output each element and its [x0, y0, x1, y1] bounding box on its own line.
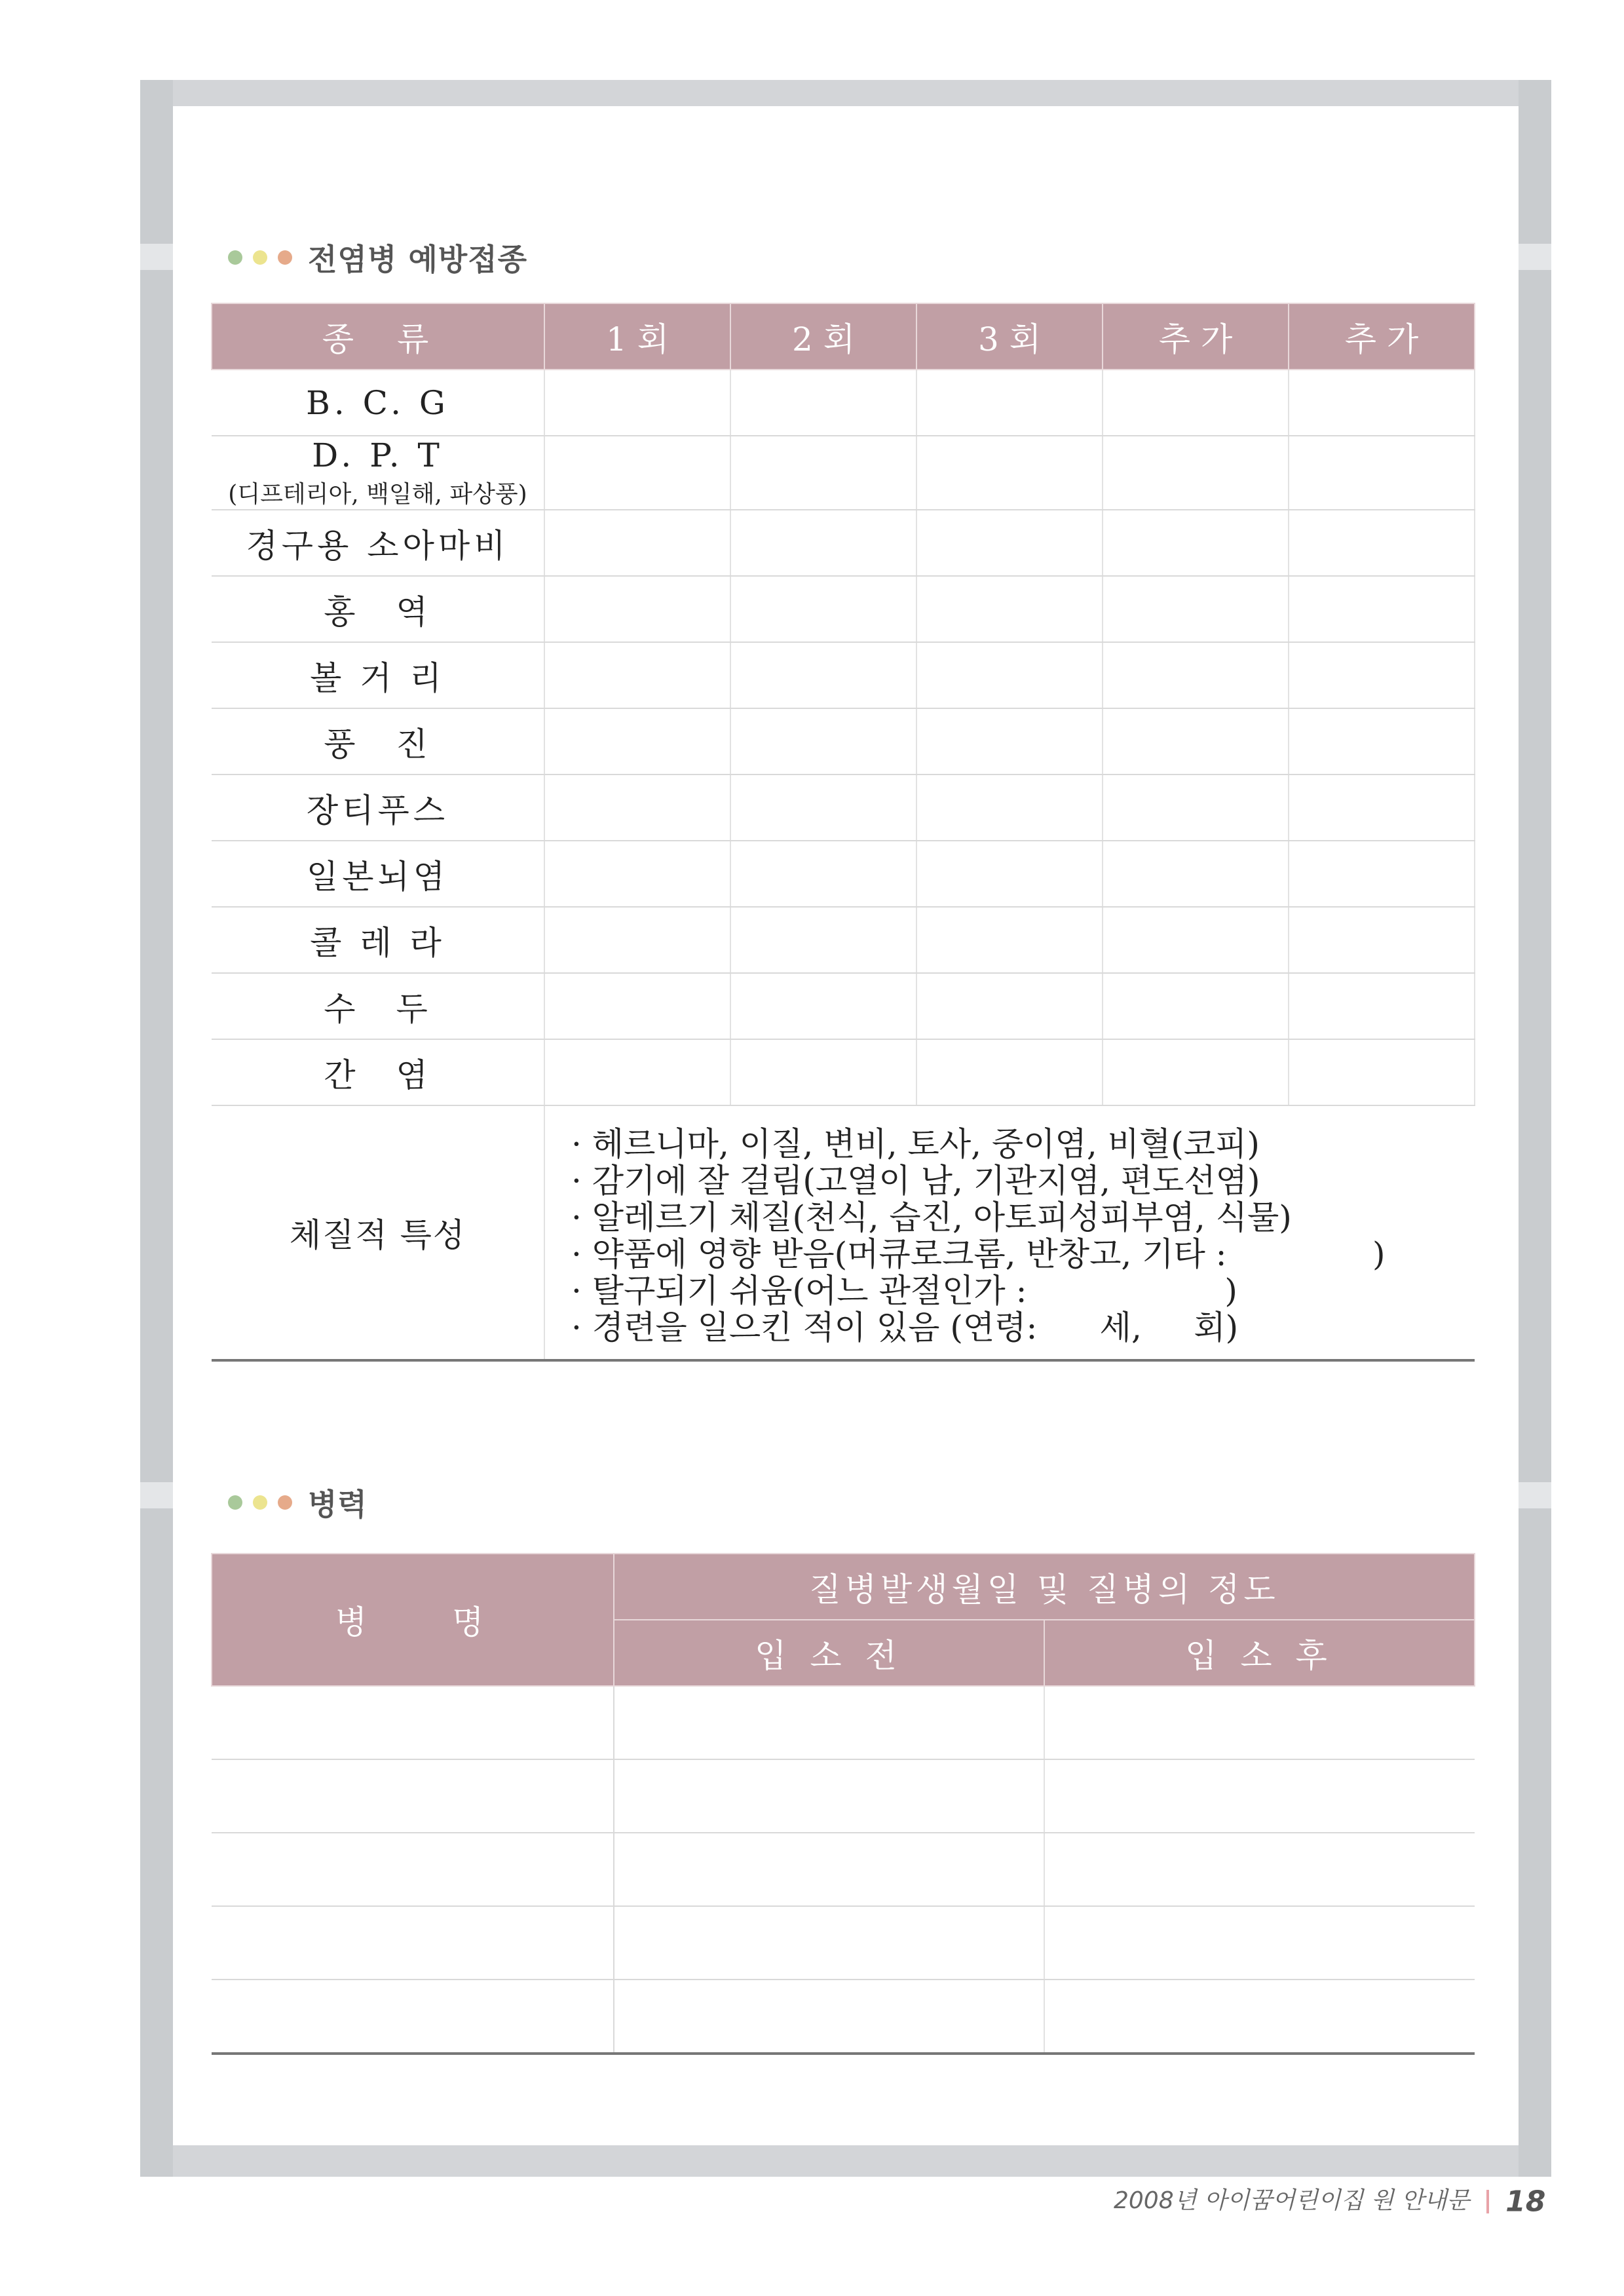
yellow-dot-icon — [253, 250, 267, 265]
vaccine-row — [212, 370, 1475, 436]
disease-name-cell[interactable] — [212, 1686, 614, 1759]
orange-dot-icon — [278, 250, 292, 265]
vaccine-name — [212, 841, 544, 907]
history-row — [212, 1759, 1475, 1833]
frame-tick — [1519, 1482, 1551, 1508]
characteristic-item[interactable]: · 경련을 일으킨 적이 있음 (연령: 세, 회) — [571, 1309, 1239, 1347]
characteristic-item[interactable]: · 약품에 영향 받음(머큐로크롬, 반창고, 기타 : ) — [571, 1235, 1386, 1273]
header-dose-1: 1 회 — [544, 303, 730, 370]
dose-cell[interactable] — [1103, 1039, 1289, 1105]
after-admission-cell[interactable] — [1044, 1980, 1475, 2054]
dose-cell[interactable] — [916, 841, 1103, 907]
vaccine-name-text: B. C. G — [306, 383, 449, 422]
disease-name-cell[interactable] — [212, 1759, 614, 1833]
vaccine-name-text: 장티푸스 — [306, 791, 449, 830]
history-section-title — [228, 1481, 368, 1524]
vaccine-name — [212, 510, 544, 576]
disease-name-cell[interactable] — [212, 1980, 614, 2054]
dose-cell[interactable] — [1103, 370, 1289, 436]
characteristic-item[interactable]: · 감기에 잘 걸림(고열이 남, 기관지염, 편도선염) — [571, 1162, 1260, 1200]
history-table — [211, 1553, 1475, 2055]
footer-text: 2008년 아이꿈어린이집 원 안내문 — [1114, 2187, 1470, 2214]
disease-name-cell[interactable] — [212, 1906, 614, 1980]
header-before-admission: 입 소 전 — [614, 1620, 1044, 1686]
header-dose-3: 3 회 — [916, 303, 1103, 370]
green-dot-icon — [228, 1495, 242, 1510]
vaccine-row — [212, 1039, 1475, 1105]
dose-cell[interactable] — [1289, 370, 1475, 436]
history-row — [212, 1833, 1475, 1906]
dose-cell[interactable] — [544, 370, 730, 436]
dose-cell[interactable] — [1103, 708, 1289, 775]
vaccine-row — [212, 436, 1475, 510]
frame-tick — [140, 1482, 173, 1508]
vaccine-name — [212, 576, 544, 642]
dose-cell[interactable] — [916, 708, 1103, 775]
after-admission-cell[interactable] — [1044, 1906, 1475, 1980]
vaccine-name — [212, 436, 544, 510]
vaccination-section-title — [228, 236, 527, 279]
dose-cell[interactable] — [1103, 973, 1289, 1039]
dose-cell[interactable] — [544, 1039, 730, 1105]
after-admission-cell[interactable] — [1044, 1833, 1475, 1906]
dose-cell[interactable] — [544, 708, 730, 775]
dose-cell[interactable] — [730, 576, 916, 642]
vaccine-name-text: 홍 역 — [324, 592, 432, 631]
header-type: 종 류 — [212, 303, 544, 370]
frame-tick — [1519, 244, 1551, 270]
dose-cell[interactable] — [730, 775, 916, 841]
vaccine-name — [212, 775, 544, 841]
before-admission-cell[interactable] — [614, 1980, 1044, 2054]
vaccine-row — [212, 973, 1475, 1039]
vaccine-name — [212, 370, 544, 436]
frame-edge-left — [140, 80, 173, 2177]
dose-cell[interactable] — [1103, 775, 1289, 841]
vaccine-row — [212, 642, 1475, 708]
green-dot-icon — [228, 250, 242, 265]
dose-cell[interactable] — [1103, 642, 1289, 708]
after-admission-cell[interactable] — [1044, 1686, 1475, 1759]
dose-cell[interactable] — [544, 642, 730, 708]
vaccine-name-text: 경구용 소아마비 — [246, 526, 510, 565]
history-row — [212, 1980, 1475, 2054]
dose-cell[interactable] — [916, 973, 1103, 1039]
dose-cell[interactable] — [1103, 907, 1289, 973]
characteristic-item[interactable]: · 알레르기 체질(천식, 습진, 아토피성피부염, 식물) — [571, 1198, 1292, 1236]
dose-cell[interactable] — [730, 510, 916, 576]
dose-cell[interactable] — [544, 973, 730, 1039]
header-disease-name: 병 명 — [212, 1554, 614, 1686]
dose-cell[interactable] — [730, 841, 916, 907]
vaccine-row — [212, 907, 1475, 973]
dose-cell[interactable] — [1289, 907, 1475, 973]
vaccine-row — [212, 775, 1475, 841]
vaccine-name-text: D. P. T — [312, 436, 444, 474]
dose-cell[interactable] — [730, 436, 916, 510]
vaccine-row — [212, 576, 1475, 642]
dose-cell[interactable] — [544, 841, 730, 907]
history-row — [212, 1906, 1475, 1980]
vaccination-header-row — [212, 303, 1475, 370]
dose-cell[interactable] — [544, 576, 730, 642]
before-admission-cell[interactable] — [614, 1759, 1044, 1833]
dose-cell[interactable] — [1289, 973, 1475, 1039]
dose-cell[interactable] — [1103, 841, 1289, 907]
page-footer — [1114, 2182, 1545, 2219]
dose-cell[interactable] — [916, 1039, 1103, 1105]
dose-cell[interactable] — [1103, 510, 1289, 576]
characteristics-label: 체질적 특성 — [212, 1105, 544, 1360]
characteristic-item[interactable]: · 헤르니마, 이질, 변비, 토사, 중이염, 비혈(코피) — [571, 1125, 1260, 1163]
dose-cell[interactable] — [1103, 576, 1289, 642]
vaccination-table — [211, 303, 1475, 1362]
vaccine-name — [212, 907, 544, 973]
vaccine-name — [212, 708, 544, 775]
header-after-admission: 입 소 후 — [1044, 1620, 1475, 1686]
dose-cell[interactable] — [1289, 708, 1475, 775]
dose-cell[interactable] — [730, 370, 916, 436]
yellow-dot-icon — [253, 1495, 267, 1510]
vaccine-name — [212, 1039, 544, 1105]
characteristics-list — [544, 1105, 1475, 1360]
vaccine-name-text: 일본뇌염 — [306, 857, 449, 896]
before-admission-cell[interactable] — [614, 1833, 1044, 1906]
dose-cell[interactable] — [1289, 841, 1475, 907]
vaccine-name — [212, 642, 544, 708]
footer-separator — [1486, 2190, 1489, 2213]
dose-cell[interactable] — [916, 907, 1103, 973]
dose-cell[interactable] — [916, 436, 1103, 510]
frame-edge-right — [1519, 80, 1551, 2177]
vaccine-name — [212, 973, 544, 1039]
dose-cell[interactable] — [916, 370, 1103, 436]
vaccine-name-text: 콜 레 라 — [310, 923, 445, 962]
dose-cell[interactable] — [544, 510, 730, 576]
vaccine-row — [212, 708, 1475, 775]
before-admission-cell[interactable] — [614, 1906, 1044, 1980]
before-admission-cell[interactable] — [614, 1686, 1044, 1759]
dose-cell[interactable] — [730, 642, 916, 708]
dose-cell[interactable] — [544, 436, 730, 510]
vaccine-name-text: 수 두 — [324, 989, 432, 1028]
vaccine-name-text: 풍 진 — [324, 725, 432, 763]
dose-cell[interactable] — [916, 642, 1103, 708]
dose-cell[interactable] — [730, 973, 916, 1039]
history-row — [212, 1686, 1475, 1759]
header-extra-1: 추 가 — [1103, 303, 1289, 370]
vaccination-title: 전염병 예방접종 — [308, 242, 528, 277]
dose-cell[interactable] — [1289, 1039, 1475, 1105]
dose-cell[interactable] — [730, 708, 916, 775]
header-disease-date-degree: 질병발생월일 및 질병의 정도 — [614, 1554, 1475, 1620]
history-title: 병력 — [308, 1487, 368, 1522]
vaccine-name-text: 볼 거 리 — [310, 659, 445, 697]
characteristic-item[interactable]: · 탈구되기 쉬움(어느 관절인가 : ) — [571, 1272, 1237, 1310]
dose-cell[interactable] — [730, 1039, 916, 1105]
characteristics-row — [212, 1105, 1475, 1360]
dose-cell[interactable] — [1289, 576, 1475, 642]
disease-name-cell[interactable] — [212, 1833, 614, 1906]
orange-dot-icon — [278, 1495, 292, 1510]
dose-cell[interactable] — [1289, 775, 1475, 841]
dose-cell[interactable] — [916, 576, 1103, 642]
frame-tick — [140, 244, 173, 270]
dose-cell[interactable] — [544, 775, 730, 841]
dose-cell[interactable] — [730, 907, 916, 973]
header-extra-2: 추 가 — [1289, 303, 1475, 370]
dose-cell[interactable] — [1289, 642, 1475, 708]
dose-cell[interactable] — [1103, 436, 1289, 510]
vaccine-name-detail: (디프테리아, 백일해, 파상풍) — [228, 481, 527, 508]
dose-cell[interactable] — [916, 510, 1103, 576]
page-number: 18 — [1505, 2185, 1546, 2219]
header-dose-2: 2 회 — [730, 303, 916, 370]
dose-cell[interactable] — [1289, 510, 1475, 576]
vaccine-name-text: 간 염 — [324, 1056, 432, 1094]
dose-cell[interactable] — [916, 775, 1103, 841]
dose-cell[interactable] — [544, 907, 730, 973]
dose-cell[interactable] — [1289, 436, 1475, 510]
vaccine-row — [212, 841, 1475, 907]
after-admission-cell[interactable] — [1044, 1759, 1475, 1833]
vaccine-row — [212, 510, 1475, 576]
